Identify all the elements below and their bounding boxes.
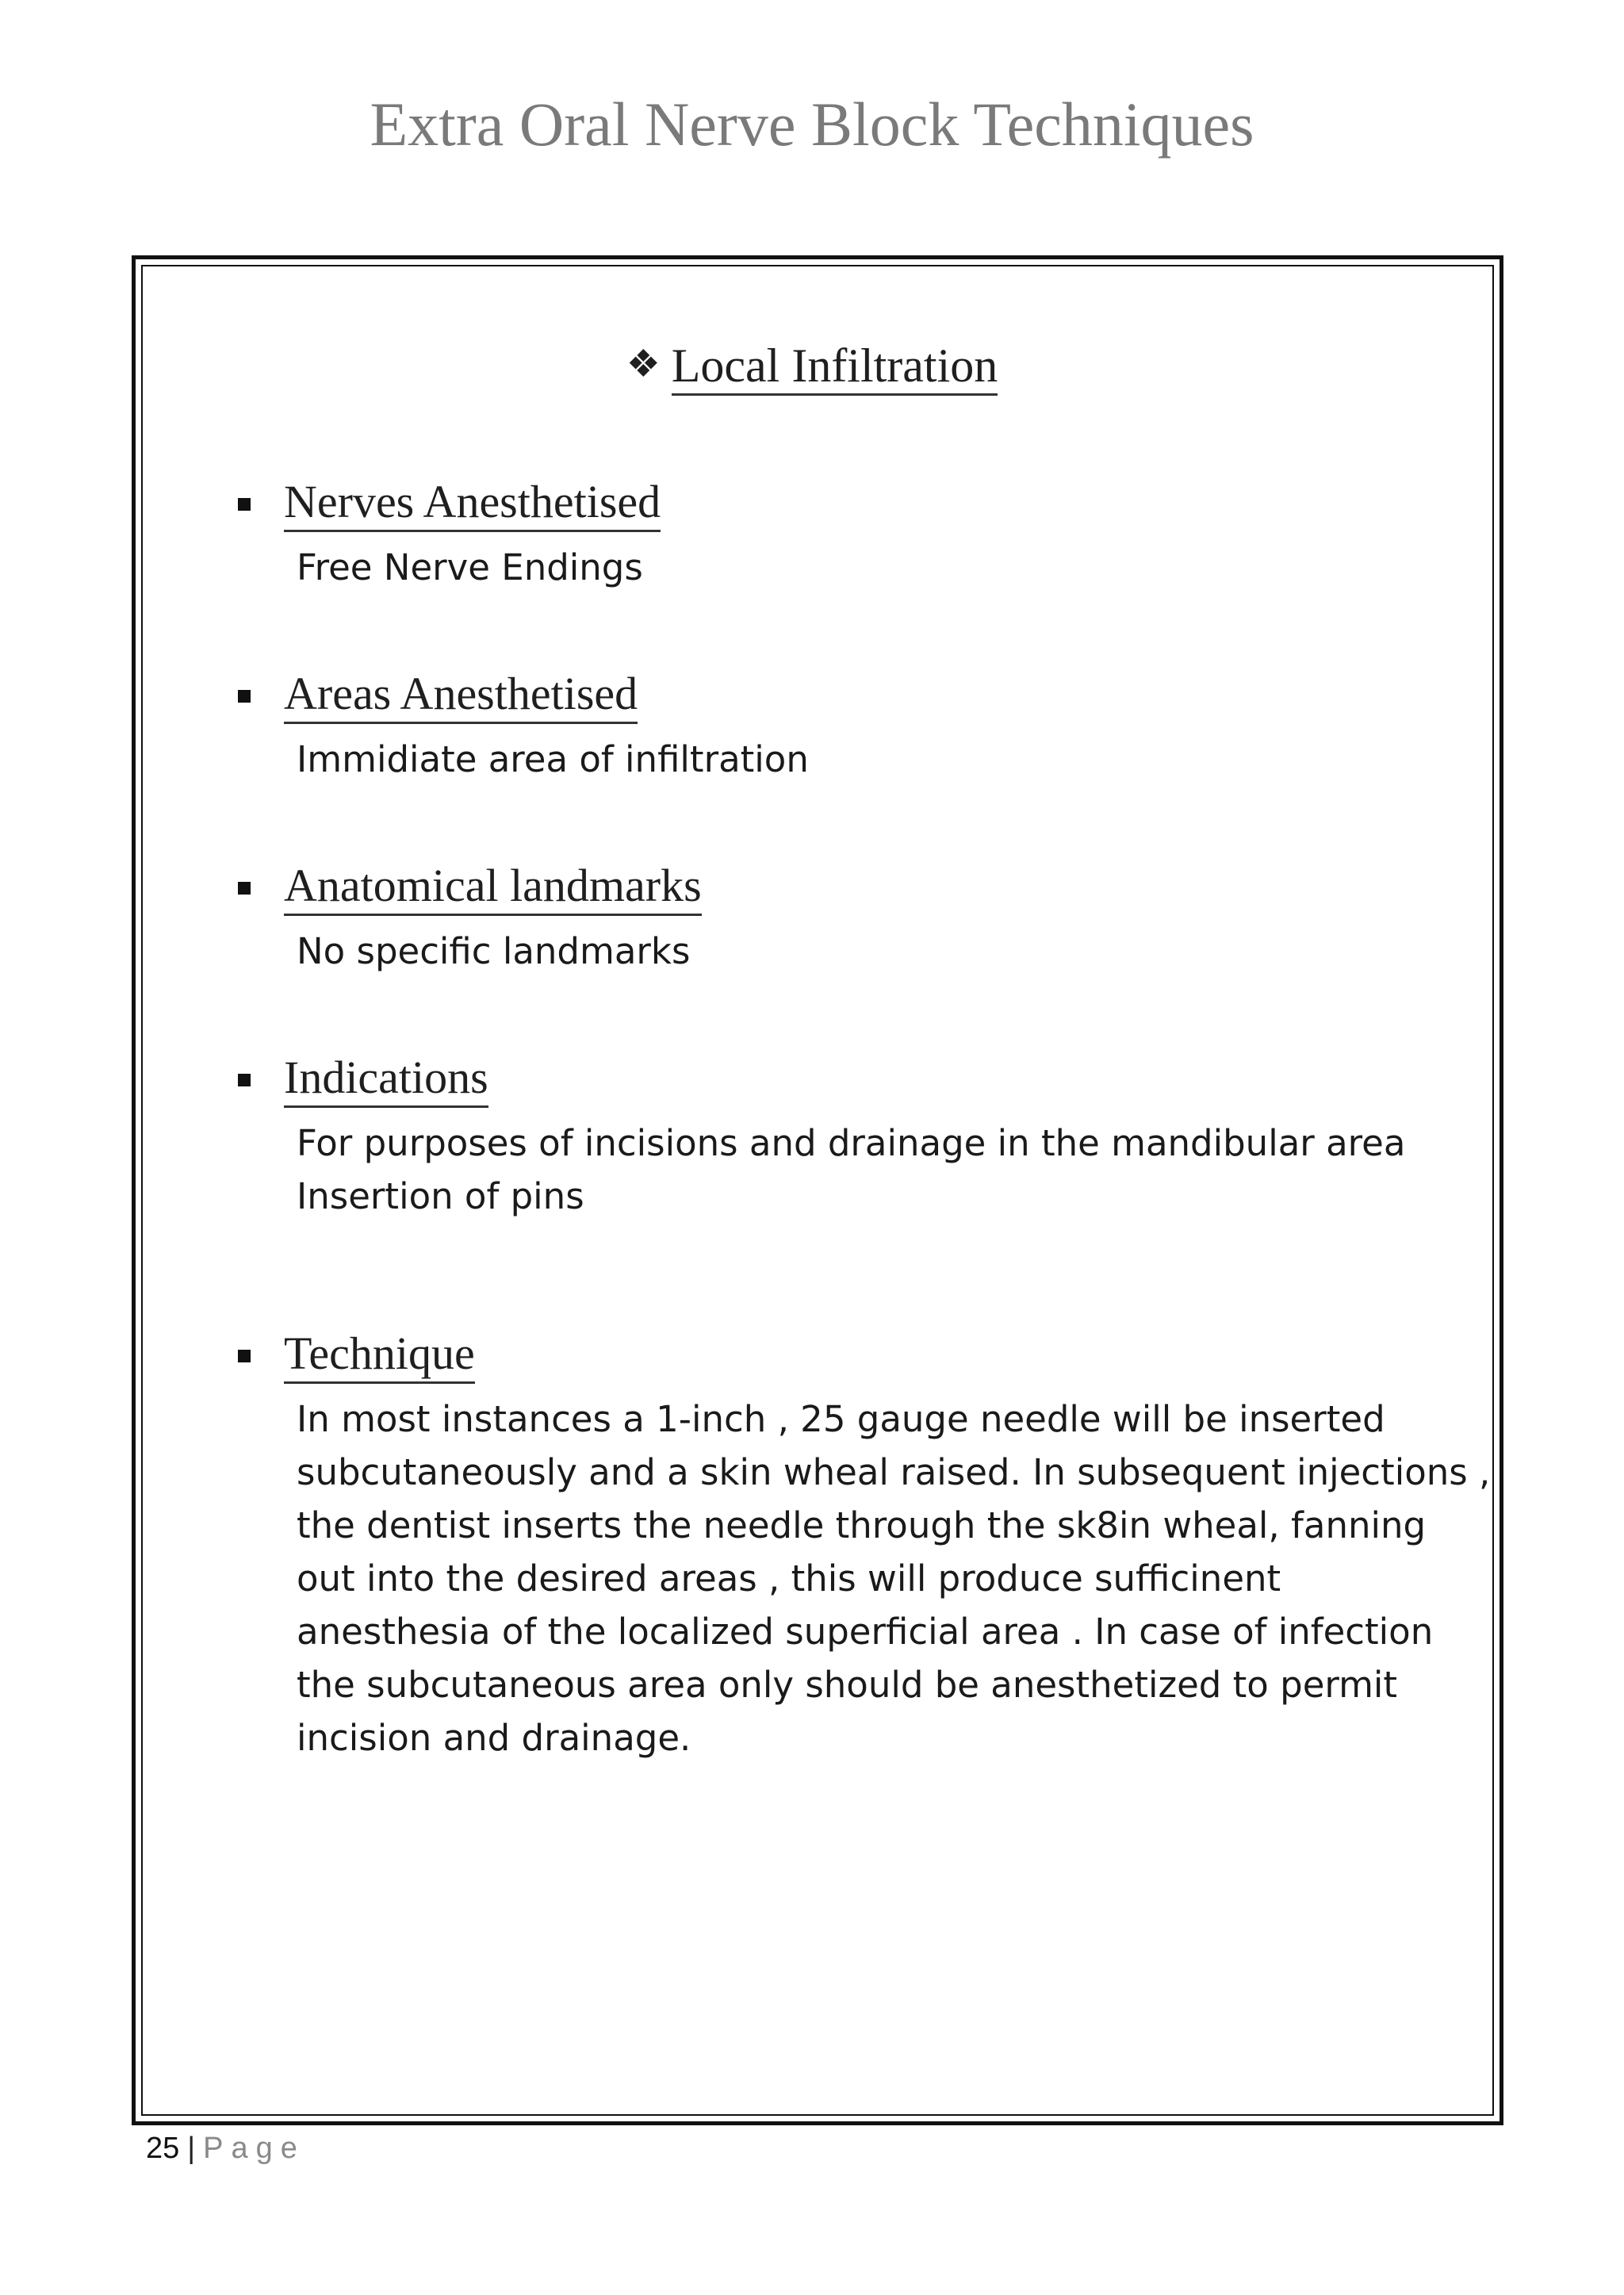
page-number: 25 [146, 2132, 180, 2165]
item-label: Technique [284, 1328, 475, 1384]
item-label: Nerves Anesthetised [284, 476, 661, 532]
item-body-line: the dentist inserts the needle through the sk8in wheal, fanning [297, 1504, 1427, 1546]
square-bullet-icon [238, 690, 251, 703]
item-body-line: the subcutaneous area only should be anesthetized to permit [297, 1664, 1398, 1706]
item-body [297, 733, 809, 786]
item-label: Anatomical landmarks [284, 860, 702, 916]
section-heading [0, 339, 1624, 392]
page-footer [146, 2132, 305, 2166]
item-body-line: Insertion of pins [297, 1175, 584, 1217]
square-bullet-icon [238, 1350, 251, 1362]
item-body-line: out into the desired areas , this will produce sufficinent [297, 1557, 1281, 1600]
four-diamond-icon: ❖ [626, 343, 661, 385]
item-body [297, 1393, 1490, 1764]
item-body-line: anesthesia of the localized superficial area . In case of infection [297, 1611, 1434, 1653]
item-body-line: No specific landmarks [297, 930, 691, 972]
item-body-line: In most instances a 1-inch , 25 gauge needle will be inserted [297, 1398, 1385, 1440]
footer-separator: | [187, 2132, 196, 2165]
item-body [297, 925, 690, 978]
item-label: Areas Anesthetised [284, 668, 638, 724]
section-heading-text: Local Infiltration [672, 339, 998, 396]
item-body-line: For purposes of incisions and drainage in the mandibular area [297, 1122, 1406, 1164]
item-body [297, 541, 643, 594]
item-body-line: subcutaneously and a skin wheal raised. In subsequent injections , [297, 1451, 1491, 1493]
square-bullet-icon [238, 498, 251, 511]
square-bullet-icon [238, 882, 251, 895]
page-title: Extra Oral Nerve Block Techniques [370, 90, 1254, 159]
item-body-line: Free Nerve Endings [297, 546, 643, 588]
square-bullet-icon [238, 1074, 251, 1086]
page-word: Page [203, 2132, 305, 2165]
item-body-line: incision and drainage. [297, 1717, 691, 1759]
item-body-line: Immidiate area of infiltration [297, 738, 809, 780]
item-label: Indications [284, 1052, 488, 1108]
item-body [297, 1117, 1405, 1223]
